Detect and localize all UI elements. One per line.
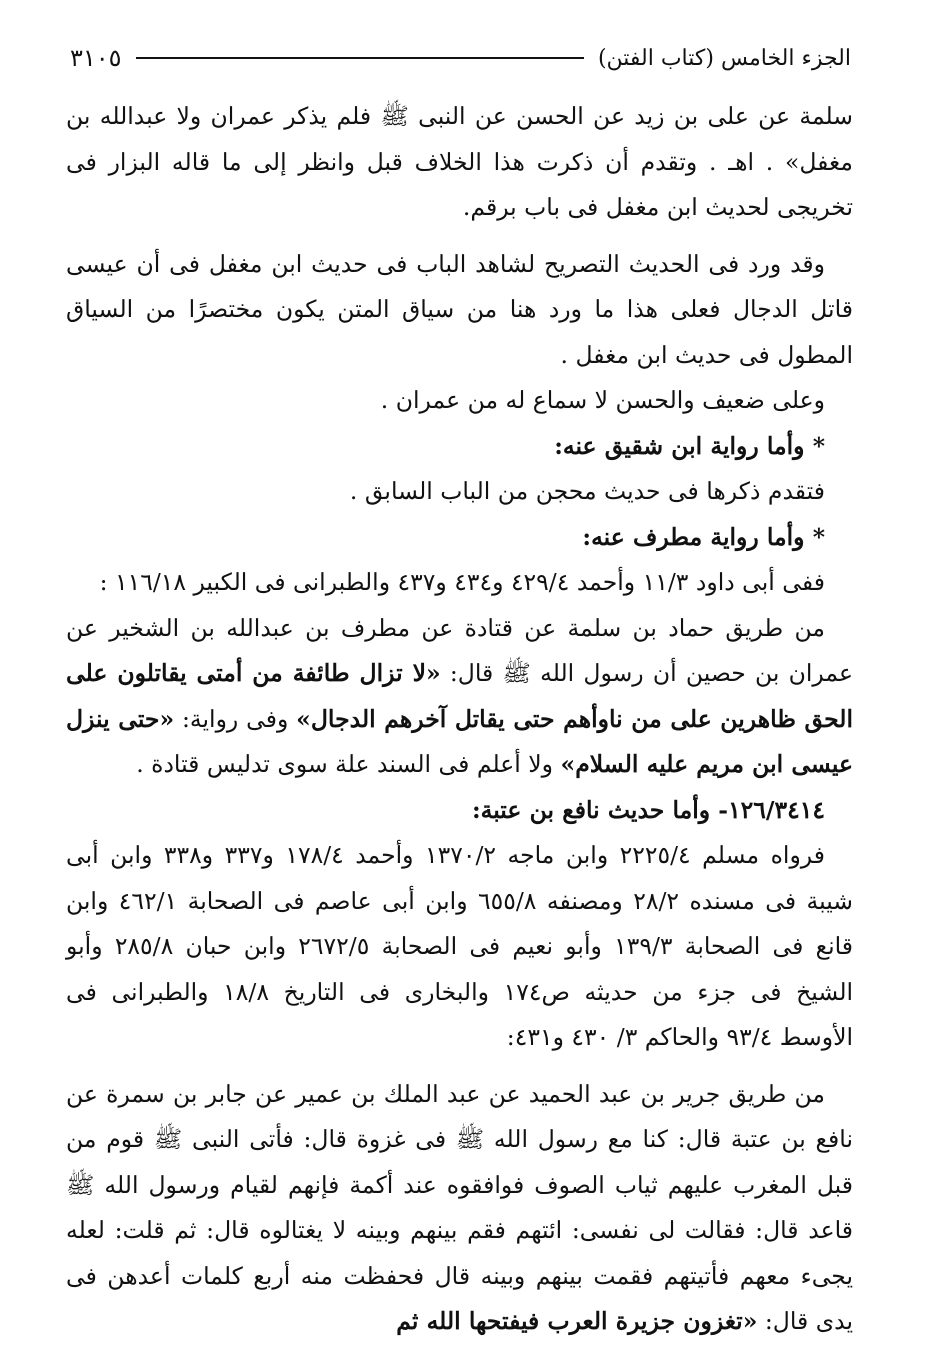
hadith-quote-1: «لا تزال طائفة من أمتى يقاتلون على الحق ظاهرين على من ناوأهم حتى يقاتل آخرهم الدجال» xyxy=(66,659,853,733)
page-number: ٣١٠٥ xyxy=(70,44,122,72)
paragraph-6-intro: من طريق حماد بن سلمة عن قتادة عن مطرف بن عبدالله بن الشخير عن عمران بن حصين أن رسول الله ﷺ قال: xyxy=(66,613,853,687)
paragraph-3: وعلى ضعيف والحسن لا سماع له من عمران . xyxy=(380,386,825,414)
section-heading-nafi: ١٢٦/٣٤١٤- وأما حديث نافع بن عتبة: xyxy=(471,795,825,824)
paragraph-8 xyxy=(66,1072,853,1345)
paragraph-1: سلمة عن على بن زيد عن الحسن عن النبى ﷺ فلم يذكر عمران ولا عبدالله بن مغفل» . اهـ . وتقدم أن ذكرت هذا الخلاف قبل وانظر إلى ما قاله البزار فى تخريجى لحديث ابن مغفل فى باب برقم. xyxy=(66,102,853,221)
paragraph-6-mid: وفى رواية: xyxy=(174,704,297,733)
paragraph-6 xyxy=(66,606,853,788)
page-body xyxy=(66,94,853,1345)
paragraph-6-end: ولا أعلم فى السند علة سوى تدليس قتادة . xyxy=(136,750,561,778)
paragraph-5: ففى أبى داود ١١/٣ وأحمد ٤٢٩/٤ و٤٣٤ و٤٣٧ والطبرانى فى الكبير ١١٦/١٨ : xyxy=(99,568,825,596)
hadith-quote-2: «حتى ينزل عيسى ابن مريم عليه السلام» xyxy=(66,704,853,778)
running-title: الجزء الخامس (كتاب الفتن) xyxy=(597,45,851,71)
page-header xyxy=(70,38,851,78)
paragraph-2: وقد ورد فى الحديث التصريح لشاهد الباب فى حديث ابن مغفل فى أن عيسى قاتل الدجال فعلى هذا ما ورد هنا من سياق المتن يكون مختصرًا من السياق المطول فى حديث ابن مغفل . xyxy=(66,249,853,369)
hadith-quote-3: «تغزون جزيرة العرب فيفتحها الله ثم xyxy=(396,1307,758,1335)
paragraph-8-text: من طريق جرير بن عبد الحميد عن عبد الملك بن عمير عن جابر بن سمرة عن نافع بن عتبة قال: كنا مع رسول الله ﷺ فى غزوة قال: فأتى النبى ﷺ قوم من قبل المغرب عليهم ثياب الصوف فوافقوه عند أكمة فإنهم لقيام ورسول الله ﷺ قاعد قال: فقالت لى نفسى: ائتهم فقم بينهم وبينه لا يغتالوه قال: ثم قلت: لعله يجىء معهم فأتيتهم فقمت بينهم وبينه قال فحفظت منه أربع كلمات أعدهن فى يدى قال: xyxy=(66,1079,853,1335)
header-rule xyxy=(136,57,584,59)
section-heading-mutarrif: * وأما رواية مطرف عنه: xyxy=(582,522,825,551)
section-heading-ibn-shaqiq: * وأما رواية ابن شقيق عنه: xyxy=(554,431,825,460)
paragraph-7: فرواه مسلم ٢٢٢٥/٤ وابن ماجه ١٣٧٠/٢ وأحمد ١٧٨/٤ و٣٣٧ و٣٣٨ وابن أبى شيبة فى مسنده ٢٨/٢ ومصنفه ٦٥٥/٨ وابن أبى عاصم فى الصحابة ٤٦٢/١ وابن قانع فى الصحابة ١٣٩/٣ وأبو نعيم فى الصحابة ٢٦٧٢/٥ وابن حبان ٢٨٥/٨ وأبو الشيخ فى جزء من حديثه ص١٧٤ والبخارى فى التاريخ ١٨/٨ والطبرانى فى الأوسط ٩٣/٤ والحاكم ٣/ ٤٣٠ و٤٣١: xyxy=(66,841,854,1051)
paragraph-4: فتقدم ذكرها فى حديث محجن من الباب السابق . xyxy=(349,477,825,505)
